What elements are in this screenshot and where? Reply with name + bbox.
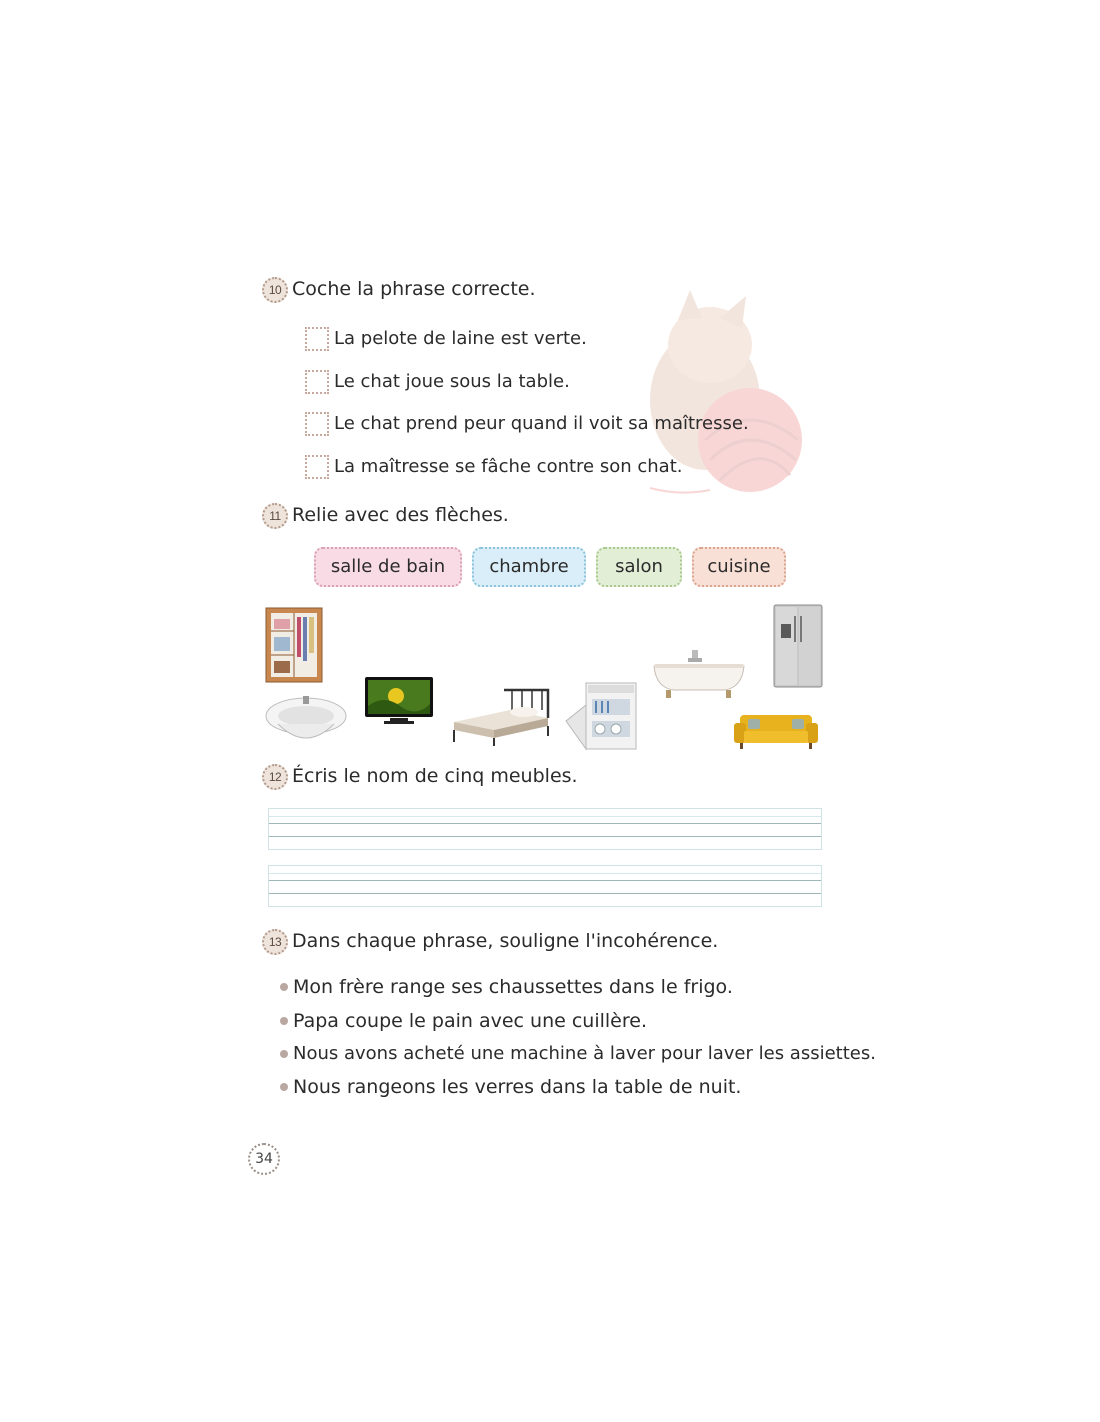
sofa-icon[interactable] (732, 713, 820, 751)
page-number: 34 (248, 1143, 280, 1175)
bed-icon[interactable] (450, 688, 550, 746)
question-10-instruction: Coche la phrase correcte. (292, 278, 536, 300)
sentence-2[interactable]: Papa coupe le pain avec une cuillère. (293, 1010, 647, 1032)
bullet-icon (280, 1017, 288, 1025)
bullet-icon (280, 1050, 288, 1058)
room-tag-living-room[interactable]: salon (596, 547, 682, 587)
dishwasher-icon[interactable] (564, 681, 644, 751)
sentence-1[interactable]: Mon frère range ses chaussettes dans le frigo. (293, 976, 733, 998)
question-number-11: 11 (262, 503, 288, 529)
question-number-13: 13 (262, 929, 288, 955)
option-1-text: La pelote de laine est verte. (334, 328, 587, 349)
question-number-10: 10 (262, 277, 288, 303)
checkbox-option-4[interactable] (305, 455, 329, 479)
checkbox-option-3[interactable] (305, 412, 329, 436)
wardrobe-icon[interactable] (265, 607, 323, 683)
writing-line-1[interactable] (268, 808, 822, 850)
tv-icon[interactable] (364, 676, 434, 726)
bullet-icon (280, 983, 288, 991)
question-12-instruction: Écris le nom de cinq meubles. (292, 765, 578, 787)
question-13-instruction: Dans chaque phrase, souligne l'incohérence. (292, 930, 719, 952)
option-2-text: Le chat joue sous la table. (334, 371, 570, 392)
question-number-12: 12 (262, 764, 288, 790)
sentence-3[interactable]: Nous avons acheté une machine à laver pour laver les assiettes. (293, 1043, 876, 1064)
option-3-text: Le chat prend peur quand il voit sa maîtresse. (334, 413, 749, 434)
checkbox-option-1[interactable] (305, 327, 329, 351)
room-tag-kitchen[interactable]: cuisine (692, 547, 786, 587)
option-4-text: La maîtresse se fâche contre son chat. (334, 456, 683, 477)
writing-line-2[interactable] (268, 865, 822, 907)
bathtub-icon[interactable] (652, 648, 746, 700)
checkbox-option-2[interactable] (305, 370, 329, 394)
bullet-icon (280, 1083, 288, 1091)
sink-icon[interactable] (264, 694, 348, 744)
room-tag-bathroom[interactable]: salle de bain (314, 547, 462, 587)
room-tag-bedroom[interactable]: chambre (472, 547, 586, 587)
question-11-instruction: Relie avec des flèches. (292, 504, 509, 526)
sentence-4[interactable]: Nous rangeons les verres dans la table de nuit. (293, 1076, 742, 1098)
fridge-icon[interactable] (773, 604, 823, 688)
